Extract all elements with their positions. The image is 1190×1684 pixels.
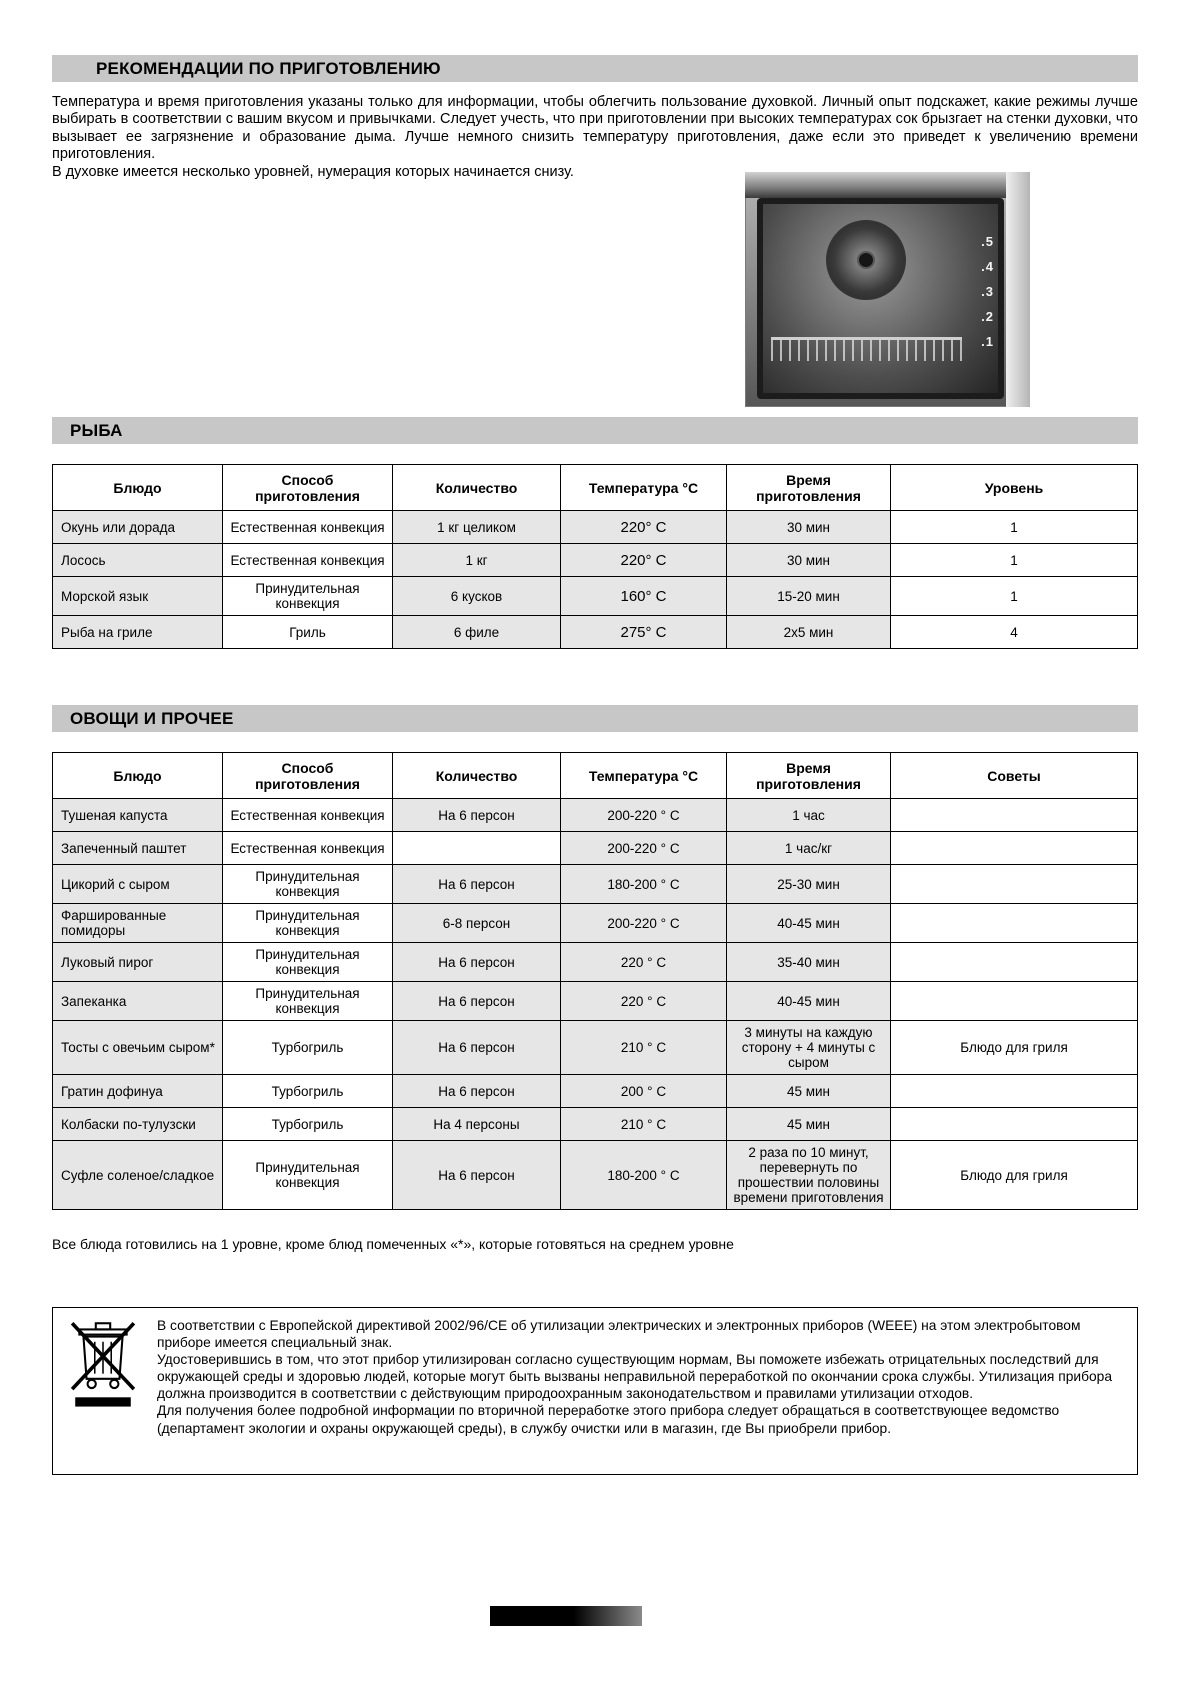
table-cell (891, 943, 1138, 982)
column-header: Температура °C (561, 753, 727, 799)
weee-text-block (157, 1317, 1123, 1465)
table-cell (891, 832, 1138, 865)
table-cell: 1 (891, 577, 1138, 616)
weee-crossed-bin-icon (63, 1317, 143, 1465)
table-row (53, 544, 1138, 577)
table-cell: 220° C (561, 511, 727, 544)
table-cell: 35-40 мин (727, 943, 891, 982)
table-cell: Луковый пирог (53, 943, 223, 982)
table-cell: 6-8 персон (393, 904, 561, 943)
table-cell: 15-20 мин (727, 577, 891, 616)
table-cell: Естественная конвекция (223, 832, 393, 865)
intro-paragraph-2: В духовке имеется несколько уровней, нумерация которых начинается снизу. (52, 163, 574, 180)
column-header: Время приготовления (727, 753, 891, 799)
table-cell: Принудительная конвекция (223, 577, 393, 616)
table-cell: Турбогриль (223, 1108, 393, 1141)
table-cell: Естественная конвекция (223, 799, 393, 832)
table-row (53, 616, 1138, 649)
table-cell: Гратин дофинуа (53, 1075, 223, 1108)
oven-level-1: . 1 (981, 334, 993, 349)
oven-level-4: . 4 (981, 259, 993, 274)
table-cell: Запеченный паштет (53, 832, 223, 865)
table-cell (891, 1108, 1138, 1141)
table-cell: На 6 персон (393, 799, 561, 832)
table-cell: 220 ° C (561, 982, 727, 1021)
table-row (53, 1021, 1138, 1075)
table-cell: На 6 персон (393, 1075, 561, 1108)
weee-paragraph-2: Удостоверившись в том, что этот прибор утилизирован согласно существующим нормам, Вы поможете избежать отрицательных последствий для окружающей среды и здоровью людей, которые могут быть вызваны неправильной переработкой по окончании срока службы. Утилизация прибора должна производится в соответствии с действующим природоохранным законодательством и правилами утилизации отходов. (157, 1352, 1112, 1402)
table-cell (891, 1075, 1138, 1108)
table-cell: Окунь или дорада (53, 511, 223, 544)
column-header: Блюдо (53, 753, 223, 799)
vegetables-table (52, 752, 1138, 1210)
table-cell (393, 832, 561, 865)
oven-level-3: . 3 (981, 284, 993, 299)
table-cell: Фаршированные помидоры (53, 904, 223, 943)
table-cell: 6 филе (393, 616, 561, 649)
footnote: Все блюда готовились на 1 уровне, кроме блюд помеченных «*», которые готовяться на среднем уровне (52, 1236, 734, 1252)
table-cell: 1 кг (393, 544, 561, 577)
table-cell: Принудительная конвекция (223, 943, 393, 982)
table-cell: 210 ° C (561, 1021, 727, 1075)
table-cell: 4 (891, 616, 1138, 649)
vegetables-section-title: ОВОЩИ И ПРОЧЕЕ (70, 708, 234, 728)
page-footer-bar (490, 1606, 642, 1626)
weee-paragraph-3: Для получения более подробной информации по вторичной переработке этого прибора следует обращаться в соответствующее ведомство (департамент экологии и охраны окружающей среды), в службу очистки или в магазин, где Вы приобрели прибор. (157, 1403, 1060, 1436)
oven-level-2: . 2 (981, 309, 993, 324)
table-cell: 160° C (561, 577, 727, 616)
table-cell: 2х5 мин (727, 616, 891, 649)
table-cell: Лосось (53, 544, 223, 577)
column-header: Температура °C (561, 465, 727, 511)
intro-paragraph-1: Температура и время приготовления указаны только для информации, чтобы облегчить пользование духовкой. Личный опыт подскажет, какие режимы лучше выбирать в соответствии с вашим вкусом и привычками. Следует учесть, что при приготовлении при высоких температурах сок брызгает на стенки духовки, что вызывает ее загрязнение и образование дыма. Лучше немного снизить температуру приготовления, даже если это приведет к увеличению времени приготовления. (52, 94, 1138, 163)
table-cell: Блюдо для гриля (891, 1021, 1138, 1075)
table-cell: 40-45 мин (727, 904, 891, 943)
table-cell (891, 799, 1138, 832)
table-cell: Гриль (223, 616, 393, 649)
table-cell: Принудительная конвекция (223, 904, 393, 943)
table-cell: Запеканка (53, 982, 223, 1021)
table-cell: 180-200 ° C (561, 1141, 727, 1210)
table-cell: 3 минуты на каждую сторону + 4 минуты с сыром (727, 1021, 891, 1075)
table-cell: 45 мин (727, 1108, 891, 1141)
table-row (53, 865, 1138, 904)
table-cell: 6 кусков (393, 577, 561, 616)
table-cell: 1 час/кг (727, 832, 891, 865)
table-cell: 1 кг целиком (393, 511, 561, 544)
oven-cavity (757, 198, 1004, 399)
fish-table (52, 464, 1138, 649)
page-title: РЕКОМЕНДАЦИИ ПО ПРИГОТОВЛЕНИЮ (96, 58, 441, 78)
oven-interior-photo (745, 172, 1030, 407)
oven-rack (771, 337, 962, 361)
table-cell: На 6 персон (393, 982, 561, 1021)
oven-fan-icon (826, 220, 906, 300)
table-cell: Тосты с овечьим сыром* (53, 1021, 223, 1075)
table-cell: 180-200 ° C (561, 865, 727, 904)
table-cell: Принудительная конвекция (223, 982, 393, 1021)
table-cell (891, 982, 1138, 1021)
column-header: Советы (891, 753, 1138, 799)
column-header: Время приготовления (727, 465, 891, 511)
column-header: Количество (393, 753, 561, 799)
table-cell: 220 ° C (561, 943, 727, 982)
table-cell: 45 мин (727, 1075, 891, 1108)
table-cell: 220° C (561, 544, 727, 577)
table-row (53, 1141, 1138, 1210)
table-cell: 2 раза по 10 минут, перевернуть по прошествии половины времени приготовления (727, 1141, 891, 1210)
table-cell: Рыба на гриле (53, 616, 223, 649)
table-cell: 275° C (561, 616, 727, 649)
table-cell: 30 мин (727, 544, 891, 577)
table-cell (891, 904, 1138, 943)
table-cell: Тушеная капуста (53, 799, 223, 832)
table-cell: Естественная конвекция (223, 511, 393, 544)
table-cell: Принудительная конвекция (223, 1141, 393, 1210)
fish-section-title: РЫБА (70, 420, 123, 440)
table-cell: 1 (891, 511, 1138, 544)
table-cell: Морской язык (53, 577, 223, 616)
table-row (53, 799, 1138, 832)
column-header: Уровень (891, 465, 1138, 511)
fish-header-row (53, 465, 1138, 511)
oven-level-numbers (981, 234, 993, 349)
table-row (53, 577, 1138, 616)
page-title-band (52, 55, 1138, 82)
table-row (53, 943, 1138, 982)
table-cell: Колбаски по-тулузски (53, 1108, 223, 1141)
table-cell: Блюдо для гриля (891, 1141, 1138, 1210)
table-row (53, 982, 1138, 1021)
table-cell: 200-220 ° C (561, 799, 727, 832)
weee-paragraph-1: В соответствии с Европейской директивой 2002/96/СЕ об утилизации электрических и электронных приборов (WEEE) на этом электробытовом приборе имеется специальный знак. (157, 1318, 1081, 1351)
table-cell: Турбогриль (223, 1075, 393, 1108)
vegetables-section-band (52, 705, 1138, 732)
table-row (53, 1108, 1138, 1141)
column-header: Способ приготовления (223, 753, 393, 799)
intro-section (52, 94, 1138, 417)
table-cell: 200-220 ° C (561, 832, 727, 865)
table-cell: 200-220 ° C (561, 904, 727, 943)
table-row (53, 904, 1138, 943)
table-cell: На 4 персоны (393, 1108, 561, 1141)
table-cell: 1 (891, 544, 1138, 577)
table-row (53, 832, 1138, 865)
oven-side-panel (1006, 172, 1030, 407)
table-cell: Турбогриль (223, 1021, 393, 1075)
table-cell: На 6 персон (393, 1141, 561, 1210)
table-cell: 30 мин (727, 511, 891, 544)
table-cell: Суфле соленое/сладкое (53, 1141, 223, 1210)
table-cell: 25-30 мин (727, 865, 891, 904)
column-header: Способ приготовления (223, 465, 393, 511)
vegetables-header-row (53, 753, 1138, 799)
weee-notice-box (52, 1307, 1138, 1475)
oven-level-5: . 5 (981, 234, 993, 249)
table-cell: 1 час (727, 799, 891, 832)
table-cell: На 6 персон (393, 1021, 561, 1075)
column-header: Блюдо (53, 465, 223, 511)
table-cell: 40-45 мин (727, 982, 891, 1021)
oven-top-frame (745, 172, 1006, 198)
table-row (53, 1075, 1138, 1108)
table-cell: 200 ° C (561, 1075, 727, 1108)
table-cell: Естественная конвекция (223, 544, 393, 577)
table-cell (891, 865, 1138, 904)
table-cell: Принудительная конвекция (223, 865, 393, 904)
fish-section-band (52, 417, 1138, 444)
table-cell: Цикорий с сыром (53, 865, 223, 904)
table-cell: 210 ° C (561, 1108, 727, 1141)
table-row (53, 511, 1138, 544)
table-cell: На 6 персон (393, 943, 561, 982)
table-cell: На 6 персон (393, 865, 561, 904)
column-header: Количество (393, 465, 561, 511)
